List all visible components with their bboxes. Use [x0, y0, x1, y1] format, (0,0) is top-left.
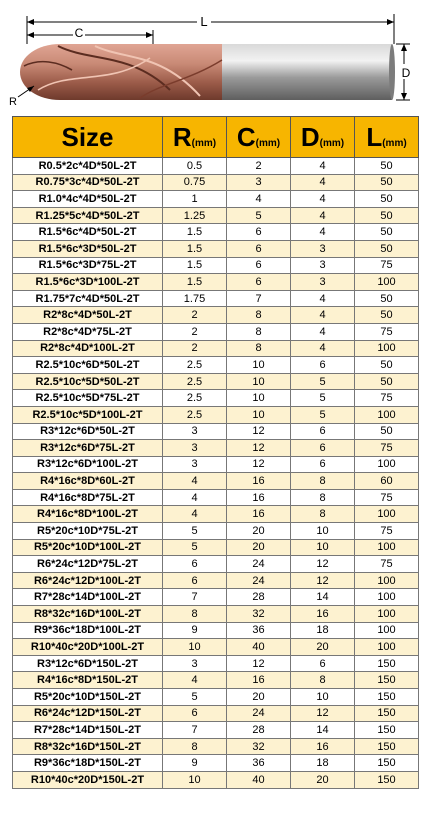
cell-r: 5 [163, 689, 227, 706]
cell-c: 8 [227, 323, 291, 340]
cell-l: 100 [355, 572, 419, 589]
cell-c: 12 [227, 423, 291, 440]
cell-r: 5 [163, 539, 227, 556]
cell-r: 3 [163, 440, 227, 457]
table-row [13, 689, 419, 706]
cell-r: 0.75 [163, 174, 227, 191]
cell-r: 6 [163, 572, 227, 589]
cell-d: 12 [291, 705, 355, 722]
header-r: R(mm) [163, 117, 227, 158]
cell-size: R7*28c*14D*100L-2T [13, 589, 163, 606]
cell-size: R7*28c*14D*150L-2T [13, 722, 163, 739]
cell-r: 2.5 [163, 406, 227, 423]
header-d: D(mm) [291, 117, 355, 158]
cell-d: 4 [291, 323, 355, 340]
cell-d: 6 [291, 357, 355, 374]
cell-r: 1.5 [163, 224, 227, 241]
cell-d: 18 [291, 755, 355, 772]
table-row [13, 755, 419, 772]
cell-r: 3 [163, 456, 227, 473]
cell-r: 1.25 [163, 207, 227, 224]
cell-d: 3 [291, 274, 355, 291]
cell-d: 20 [291, 771, 355, 788]
cell-r: 4 [163, 473, 227, 490]
cell-size: R8*32c*16D*150L-2T [13, 738, 163, 755]
cell-size: R6*24c*12D*75L-2T [13, 556, 163, 573]
cell-l: 75 [355, 390, 419, 407]
cell-d: 4 [291, 307, 355, 324]
cell-r: 2 [163, 340, 227, 357]
cell-c: 7 [227, 290, 291, 307]
cell-d: 18 [291, 622, 355, 639]
cell-r: 2.5 [163, 373, 227, 390]
cell-r: 1.75 [163, 290, 227, 307]
cell-d: 16 [291, 738, 355, 755]
cell-l: 100 [355, 406, 419, 423]
cell-c: 6 [227, 240, 291, 257]
table-row [13, 672, 419, 689]
cell-c: 24 [227, 572, 291, 589]
cell-r: 8 [163, 606, 227, 623]
cell-r: 3 [163, 655, 227, 672]
cell-size: R5*20c*10D*100L-2T [13, 539, 163, 556]
cell-l: 50 [355, 423, 419, 440]
cell-size: R2.5*10c*6D*50L-2T [13, 357, 163, 374]
shank [222, 44, 392, 100]
table-body [13, 158, 419, 789]
cell-size: R4*16c*8D*100L-2T [13, 506, 163, 523]
cell-c: 20 [227, 539, 291, 556]
table-row [13, 390, 419, 407]
table-row [13, 323, 419, 340]
end-mill-diagram [0, 0, 430, 116]
cell-d: 20 [291, 639, 355, 656]
radius-label: R [9, 96, 17, 108]
cell-r: 1.5 [163, 240, 227, 257]
cell-l: 75 [355, 323, 419, 340]
cell-l: 150 [355, 738, 419, 755]
cell-size: R5*20c*10D*150L-2T [13, 689, 163, 706]
cell-d: 6 [291, 456, 355, 473]
cell-l: 100 [355, 274, 419, 291]
cell-size: R9*36c*18D*100L-2T [13, 622, 163, 639]
cell-size: R1.0*4c*4D*50L-2T [13, 191, 163, 208]
specification-table [12, 116, 419, 789]
cell-l: 100 [355, 622, 419, 639]
cell-c: 28 [227, 589, 291, 606]
table-row [13, 440, 419, 457]
cell-l: 150 [355, 771, 419, 788]
cell-c: 4 [227, 191, 291, 208]
cell-d: 4 [291, 191, 355, 208]
cell-r: 2 [163, 323, 227, 340]
cell-size: R8*32c*16D*100L-2T [13, 606, 163, 623]
cell-r: 4 [163, 672, 227, 689]
cell-c: 20 [227, 523, 291, 540]
cell-d: 6 [291, 440, 355, 457]
table-row [13, 158, 419, 175]
cell-l: 150 [355, 689, 419, 706]
cell-d: 6 [291, 655, 355, 672]
table-row [13, 274, 419, 291]
length-label: L [200, 14, 208, 29]
cell-l: 60 [355, 473, 419, 490]
cell-r: 1.5 [163, 274, 227, 291]
table-row [13, 771, 419, 788]
header-size: Size [13, 117, 163, 158]
cell-d: 3 [291, 240, 355, 257]
cell-l: 50 [355, 357, 419, 374]
cell-r: 9 [163, 755, 227, 772]
cell-r: 2.5 [163, 357, 227, 374]
cell-d: 6 [291, 423, 355, 440]
cell-r: 6 [163, 556, 227, 573]
cell-d: 8 [291, 489, 355, 506]
cell-d: 5 [291, 373, 355, 390]
cell-l: 50 [355, 224, 419, 241]
table-row [13, 340, 419, 357]
cell-c: 12 [227, 655, 291, 672]
cell-c: 32 [227, 606, 291, 623]
table-row [13, 290, 419, 307]
cell-l: 50 [355, 373, 419, 390]
cell-l: 150 [355, 705, 419, 722]
cell-l: 100 [355, 639, 419, 656]
cell-r: 9 [163, 622, 227, 639]
cell-r: 10 [163, 771, 227, 788]
cell-l: 50 [355, 174, 419, 191]
cell-size: R1.5*6c*3D*75L-2T [13, 257, 163, 274]
header-c: C(mm) [227, 117, 291, 158]
cell-c: 12 [227, 456, 291, 473]
table-row [13, 622, 419, 639]
cell-d: 4 [291, 340, 355, 357]
cell-size: R2*8c*4D*50L-2T [13, 307, 163, 324]
cell-size: R10*40c*20D*100L-2T [13, 639, 163, 656]
cell-d: 10 [291, 539, 355, 556]
cell-c: 28 [227, 722, 291, 739]
cell-r: 7 [163, 589, 227, 606]
cell-l: 50 [355, 307, 419, 324]
cell-r: 4 [163, 506, 227, 523]
cell-size: R6*24c*12D*150L-2T [13, 705, 163, 722]
cell-r: 6 [163, 705, 227, 722]
cell-d: 14 [291, 722, 355, 739]
cell-c: 24 [227, 556, 291, 573]
cell-l: 150 [355, 655, 419, 672]
table-row [13, 207, 419, 224]
cell-c: 3 [227, 174, 291, 191]
cell-l: 100 [355, 456, 419, 473]
cell-c: 5 [227, 207, 291, 224]
table-row [13, 456, 419, 473]
cell-r: 1 [163, 191, 227, 208]
cell-d: 4 [291, 290, 355, 307]
cell-l: 50 [355, 290, 419, 307]
cut-length-label: C [74, 26, 84, 40]
table-row [13, 240, 419, 257]
cell-size: R9*36c*18D*150L-2T [13, 755, 163, 772]
cell-size: R2.5*10c*5D*75L-2T [13, 390, 163, 407]
table-row [13, 174, 419, 191]
cell-size: R3*12c*6D*100L-2T [13, 456, 163, 473]
cell-d: 4 [291, 174, 355, 191]
cell-size: R4*16c*8D*75L-2T [13, 489, 163, 506]
cell-c: 36 [227, 755, 291, 772]
cell-r: 4 [163, 489, 227, 506]
cell-l: 100 [355, 589, 419, 606]
cell-size: R3*12c*6D*50L-2T [13, 423, 163, 440]
table-row [13, 373, 419, 390]
cell-d: 8 [291, 506, 355, 523]
table-row [13, 606, 419, 623]
end-mill-drawing [0, 0, 430, 116]
cell-d: 10 [291, 523, 355, 540]
cell-r: 3 [163, 423, 227, 440]
cell-d: 16 [291, 606, 355, 623]
diameter-label: D [401, 66, 411, 80]
cell-c: 8 [227, 307, 291, 324]
table-row [13, 473, 419, 490]
cell-r: 2.5 [163, 390, 227, 407]
cell-size: R2.5*10c*5D*50L-2T [13, 373, 163, 390]
cell-l: 50 [355, 240, 419, 257]
cell-d: 4 [291, 207, 355, 224]
cell-c: 10 [227, 390, 291, 407]
cell-l: 75 [355, 556, 419, 573]
cell-d: 14 [291, 589, 355, 606]
cell-d: 5 [291, 406, 355, 423]
cell-c: 16 [227, 506, 291, 523]
cell-c: 16 [227, 473, 291, 490]
cell-size: R1.75*7c*4D*50L-2T [13, 290, 163, 307]
cell-r: 2 [163, 307, 227, 324]
cell-c: 10 [227, 357, 291, 374]
table-row [13, 639, 419, 656]
cell-d: 3 [291, 257, 355, 274]
cell-size: R2*8c*4D*75L-2T [13, 323, 163, 340]
cell-c: 10 [227, 406, 291, 423]
table-row [13, 406, 419, 423]
cell-size: R6*24c*12D*100L-2T [13, 572, 163, 589]
table-row [13, 191, 419, 208]
table-row [13, 722, 419, 739]
table-row [13, 506, 419, 523]
cell-c: 6 [227, 274, 291, 291]
cell-c: 12 [227, 440, 291, 457]
table-row [13, 655, 419, 672]
cell-l: 100 [355, 506, 419, 523]
cell-c: 40 [227, 639, 291, 656]
cell-l: 100 [355, 539, 419, 556]
table-row [13, 539, 419, 556]
cell-l: 75 [355, 523, 419, 540]
cell-d: 8 [291, 473, 355, 490]
cell-d: 5 [291, 390, 355, 407]
table-row [13, 257, 419, 274]
table-row [13, 738, 419, 755]
cell-size: R1.5*6c*3D*50L-2T [13, 240, 163, 257]
cell-size: R10*40c*20D*150L-2T [13, 771, 163, 788]
table-row [13, 423, 419, 440]
table-row [13, 489, 419, 506]
cell-size: R4*16c*8D*60L-2T [13, 473, 163, 490]
table-row [13, 523, 419, 540]
table-row [13, 705, 419, 722]
cell-r: 1.5 [163, 257, 227, 274]
table-row [13, 357, 419, 374]
cell-c: 32 [227, 738, 291, 755]
cell-d: 12 [291, 572, 355, 589]
cell-l: 100 [355, 606, 419, 623]
header-l: L(mm) [355, 117, 419, 158]
cell-d: 8 [291, 672, 355, 689]
cell-c: 10 [227, 373, 291, 390]
cell-c: 8 [227, 340, 291, 357]
table-header-row [13, 117, 419, 158]
cell-l: 150 [355, 672, 419, 689]
cell-d: 4 [291, 224, 355, 241]
cell-l: 75 [355, 440, 419, 457]
cell-size: R0.75*3c*4D*50L-2T [13, 174, 163, 191]
cell-c: 6 [227, 224, 291, 241]
cell-l: 50 [355, 158, 419, 175]
cell-l: 100 [355, 340, 419, 357]
cell-size: R3*12c*6D*75L-2T [13, 440, 163, 457]
cell-r: 10 [163, 639, 227, 656]
table-row [13, 572, 419, 589]
cell-c: 36 [227, 622, 291, 639]
cell-l: 150 [355, 722, 419, 739]
cell-size: R1.5*6c*3D*100L-2T [13, 274, 163, 291]
table-row [13, 556, 419, 573]
table-row [13, 307, 419, 324]
cell-r: 7 [163, 722, 227, 739]
cell-c: 40 [227, 771, 291, 788]
cell-l: 150 [355, 755, 419, 772]
cell-size: R4*16c*8D*150L-2T [13, 672, 163, 689]
cell-l: 50 [355, 191, 419, 208]
cell-c: 24 [227, 705, 291, 722]
cell-d: 10 [291, 689, 355, 706]
cell-size: R3*12c*6D*150L-2T [13, 655, 163, 672]
cell-c: 16 [227, 489, 291, 506]
cell-size: R0.5*2c*4D*50L-2T [13, 158, 163, 175]
cell-l: 75 [355, 257, 419, 274]
cell-r: 5 [163, 523, 227, 540]
cell-size: R1.5*6c*4D*50L-2T [13, 224, 163, 241]
table-row [13, 589, 419, 606]
cell-size: R2*8c*4D*100L-2T [13, 340, 163, 357]
table-row [13, 224, 419, 241]
cell-c: 16 [227, 672, 291, 689]
cell-size: R2.5*10c*5D*100L-2T [13, 406, 163, 423]
cell-l: 50 [355, 207, 419, 224]
cell-d: 4 [291, 158, 355, 175]
cell-r: 0.5 [163, 158, 227, 175]
cell-c: 20 [227, 689, 291, 706]
cell-c: 6 [227, 257, 291, 274]
cell-c: 2 [227, 158, 291, 175]
cell-l: 75 [355, 489, 419, 506]
cell-r: 8 [163, 738, 227, 755]
cell-size: R1.25*5c*4D*50L-2T [13, 207, 163, 224]
cell-d: 12 [291, 556, 355, 573]
cell-size: R5*20c*10D*75L-2T [13, 523, 163, 540]
